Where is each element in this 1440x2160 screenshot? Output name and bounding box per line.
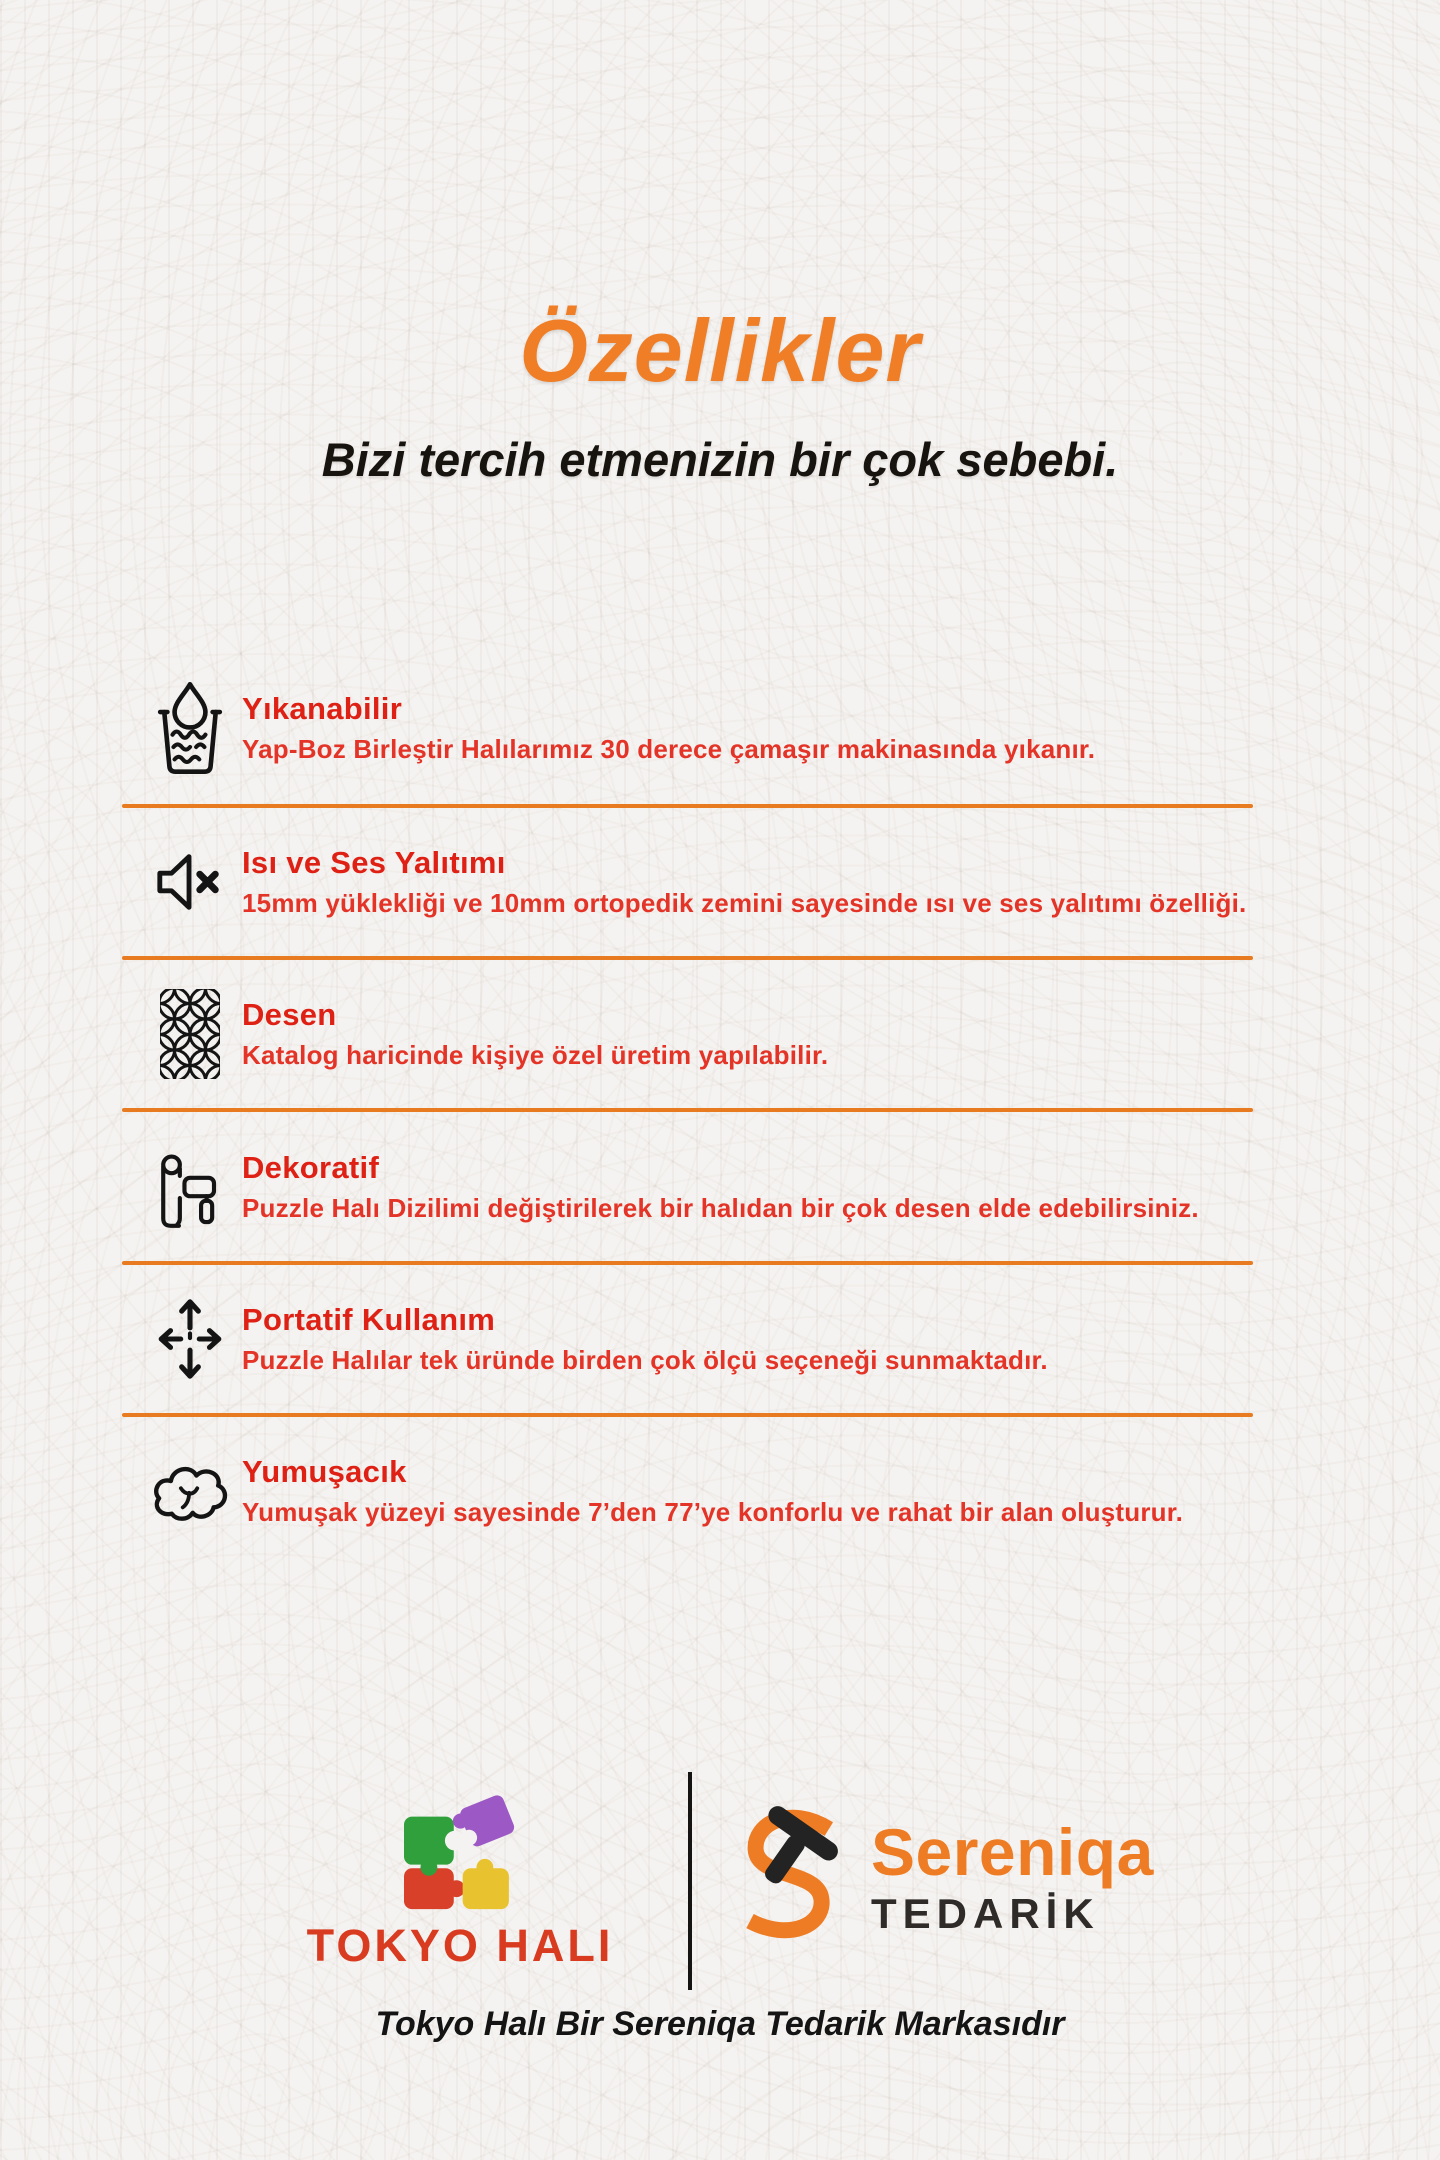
- speaker-mute-icon: [150, 847, 230, 917]
- circle-pattern-icon: [150, 988, 230, 1080]
- feature-description: Yumuşak yüzeyi sayesinde 7’den 77’ye konforlu ve rahat bir alan oluşturur.: [242, 1497, 1184, 1527]
- feature-title: Dekoratif: [242, 1149, 380, 1185]
- brand-slogan: Tokyo Halı Bir Sereniqa Tedarik Markasıdır: [375, 2005, 1065, 2043]
- feature-title: Yıkanabilir: [242, 691, 403, 726]
- feature-row-pattern: [150, 960, 1300, 1108]
- feature-row-soft: [150, 1417, 1300, 1565]
- feature-description: Puzzle Halılar tek üründe birden çok ölçü seçeneği sunmaktadır.: [242, 1345, 1048, 1375]
- feature-row-portable: [150, 1265, 1300, 1413]
- puzzle-pieces-icon: [390, 1790, 530, 1910]
- sereniqa-wordmark: Sereniqa: [871, 1815, 1154, 1889]
- feature-row-insulation: [150, 808, 1300, 956]
- move-arrows-icon: [150, 1293, 230, 1385]
- tedarik-wordmark: TEDARİK: [871, 1890, 1100, 1937]
- washable-cup-water-drop-icon: [150, 681, 230, 776]
- feature-description: Yap-Boz Birleştir Halılarımız 30 derece çamaşır makinasında yıkanır.: [242, 734, 1096, 764]
- page-title: Özellikler: [519, 301, 921, 400]
- feature-title: Yumuşacık: [242, 1454, 407, 1489]
- feature-row-washable: [150, 650, 1300, 806]
- paint-roller-wallpaper-icon: [150, 1143, 230, 1231]
- sereniqa-st-icon: [735, 1795, 857, 1957]
- tokyo-hali-logo: [250, 1790, 670, 1972]
- feature-title: Isı ve Ses Yalıtımı: [242, 845, 506, 880]
- sereniqa-tedarik-logo: [735, 1795, 1154, 1957]
- feature-title: Desen: [242, 997, 337, 1032]
- cotton-cloud-icon: [150, 1455, 230, 1527]
- feature-description: Puzzle Halı Dizilimi değiştirilerek bir halıdan bir çok desen elde edebilirsiniz.: [242, 1192, 1199, 1223]
- tokyo-hali-wordmark: TOKYO HALI: [306, 1920, 614, 1971]
- logo-divider: [688, 1772, 692, 1990]
- feature-row-decorative: [150, 1112, 1300, 1261]
- feature-description: Katalog haricinde kişiye özel üretim yapılabilir.: [242, 1040, 829, 1070]
- feature-title: Portatif Kullanım: [242, 1302, 496, 1337]
- feature-description: 15mm yüklekliği ve 10mm ortopedik zemini sayesinde ısı ve ses yalıtımı özelliği.: [242, 888, 1247, 918]
- page-subtitle: Bizi tercih etmenizin bir çok sebebi.: [321, 433, 1119, 486]
